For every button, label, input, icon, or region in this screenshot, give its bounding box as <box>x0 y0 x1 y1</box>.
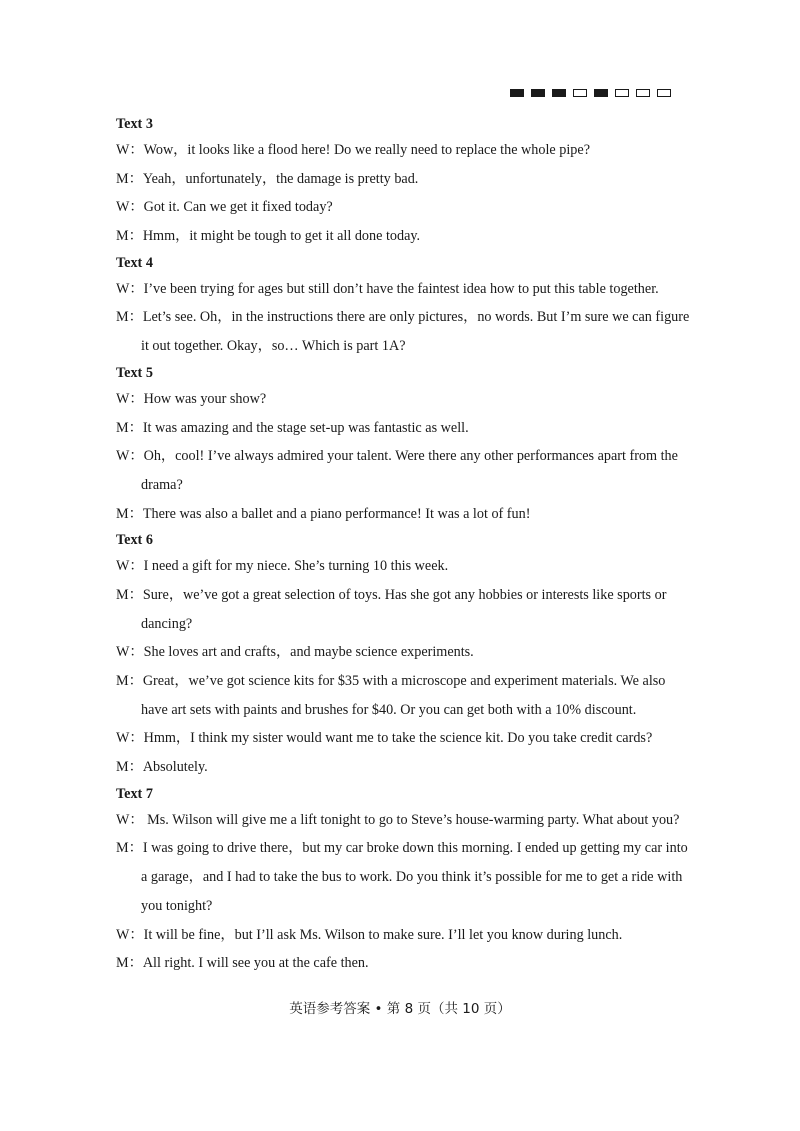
dialogue-line <box>116 275 696 304</box>
dialogue-line <box>116 610 696 639</box>
dialogue-text: There was also a ballet and a piano performance! It was a lot of fun! <box>142 505 531 522</box>
dialogue-line <box>116 165 696 194</box>
speaker-label: M： <box>116 309 143 326</box>
header-marks <box>510 89 671 97</box>
dialogue-text: It was amazing and the stage set-up was fantastic as well. <box>142 419 469 436</box>
dialogue-line <box>116 332 696 361</box>
dialogue-text: She loves art and crafts，and maybe science experiments. <box>143 644 474 661</box>
section-heading: Text 3 <box>116 116 153 132</box>
dialogue-line <box>116 385 696 414</box>
dialogue-text: have art sets with paints and brushes for $40. Or you can get both with a 10% discount. <box>141 701 637 718</box>
section-heading: Text 7 <box>116 785 153 802</box>
dialogue-line <box>116 222 696 251</box>
dialogue-text: I need a gift for my niece. She’s turning 10 this week. <box>143 558 449 575</box>
dialogue-line <box>116 863 696 892</box>
dialogue-text: Yeah，unfortunately，the damage is pretty bad. <box>142 170 419 187</box>
dialogue-text: Hmm，it might be tough to get it all done today. <box>142 228 421 245</box>
dialogue-text: How was your show? <box>143 390 267 407</box>
speaker-label: M： <box>116 419 143 436</box>
filled-square-mark <box>531 89 545 97</box>
dialogue-line <box>116 667 696 696</box>
section-heading: Text 6 <box>116 532 153 549</box>
speaker-label: M： <box>116 955 143 972</box>
section-heading: Text 4 <box>116 254 153 271</box>
dialogue-text: Hmm，I think my sister would want me to take the science kit. Do you take credit cards? <box>143 730 653 747</box>
speaker-label: M： <box>116 673 143 689</box>
speaker-label: W： <box>116 142 144 158</box>
dialogue-text: Got it. Can we get it fixed today? <box>143 199 333 216</box>
dialogue-line <box>116 193 696 222</box>
transcript <box>116 112 696 978</box>
speaker-label: W： <box>116 730 144 747</box>
speaker-label: M： <box>116 759 143 776</box>
dialogue-text: All right. I will see you at the cafe then. <box>142 955 369 972</box>
dialogue-line <box>116 892 696 921</box>
dialogue-line <box>116 471 696 500</box>
speaker-label: W： <box>116 926 144 943</box>
dialogue-text: Oh，cool! I’ve always admired your talent. Were there any other performances apart from the <box>143 448 678 465</box>
dialogue-text: a garage，and I had to take the bus to work. Do you think it’s possible for me to get a ride with <box>141 869 683 886</box>
speaker-label: M： <box>116 170 143 187</box>
dialogue-text: Great，we’ve got science kits for $35 with a microscope and experiment materials. We also <box>142 673 666 689</box>
dialogue-line <box>116 303 696 332</box>
speaker-label: M： <box>116 228 143 245</box>
dialogue-text: Sure，we’ve got a great selection of toys. Has she got any hobbies or interests like sports or <box>142 586 667 603</box>
dialogue-text: I’ve been trying for ages but still don’t have the faintest idea how to put this table together. <box>143 280 659 297</box>
dialogue-line <box>116 921 696 950</box>
empty-square-mark <box>573 89 587 97</box>
empty-square-mark <box>615 89 629 97</box>
dialogue-text: you tonight? <box>141 897 213 914</box>
speaker-label: W： <box>116 448 144 465</box>
speaker-label: W： <box>116 644 144 661</box>
dialogue-line <box>116 414 696 443</box>
dialogue-line <box>116 581 696 610</box>
dialogue-line <box>116 552 696 581</box>
dialogue-line <box>116 834 696 863</box>
filled-square-mark <box>510 89 524 97</box>
empty-square-mark <box>657 89 671 97</box>
speaker-label: W： <box>116 558 144 575</box>
dialogue-text: dancing? <box>141 615 193 632</box>
speaker-label: W： <box>116 199 144 216</box>
dialogue-text: I was going to drive there，but my car broke down this morning. I ended up getting my car into <box>142 840 688 857</box>
filled-square-mark <box>552 89 566 97</box>
dialogue-text: Absolutely. <box>142 759 208 776</box>
dialogue-text: Wow，it looks like a flood here! Do we really need to replace the whole pipe? <box>143 142 590 158</box>
dialogue-text: Let’s see. Oh，in the instructions there are only pictures，no words. But I’m sure we can figure <box>142 309 690 326</box>
speaker-label: W： <box>116 280 144 297</box>
dialogue-line <box>116 500 696 529</box>
dialogue-line <box>116 136 696 165</box>
dialogue-text: It will be fine，but I’ll ask Ms. Wilson to make sure. I’ll let you know during lunch. <box>143 926 623 943</box>
empty-square-mark <box>636 89 650 97</box>
speaker-label: W： <box>116 811 144 828</box>
dialogue-line <box>116 949 696 978</box>
dialogue-line <box>116 638 696 667</box>
dialogue-text: drama? <box>141 476 183 493</box>
speaker-label: M： <box>116 586 143 603</box>
dialogue-text: it out together. Okay，so… Which is part 1A? <box>141 338 406 355</box>
dialogue-line <box>116 753 696 782</box>
page-footer: 英语参考答案 • 第 8 页（共 10 页） <box>289 1001 511 1017</box>
speaker-label: W： <box>116 390 144 407</box>
dialogue-text: Ms. Wilson will give me a lift tonight to go to Steve’s house-warming party. What about you? <box>143 811 680 828</box>
dialogue-line <box>116 724 696 753</box>
speaker-label: M： <box>116 840 143 857</box>
dialogue-line <box>116 696 696 725</box>
dialogue-line <box>116 442 696 471</box>
section-heading: Text 5 <box>116 364 153 381</box>
speaker-label: M： <box>116 505 143 522</box>
dialogue-line <box>116 806 696 835</box>
filled-square-mark <box>594 89 608 97</box>
